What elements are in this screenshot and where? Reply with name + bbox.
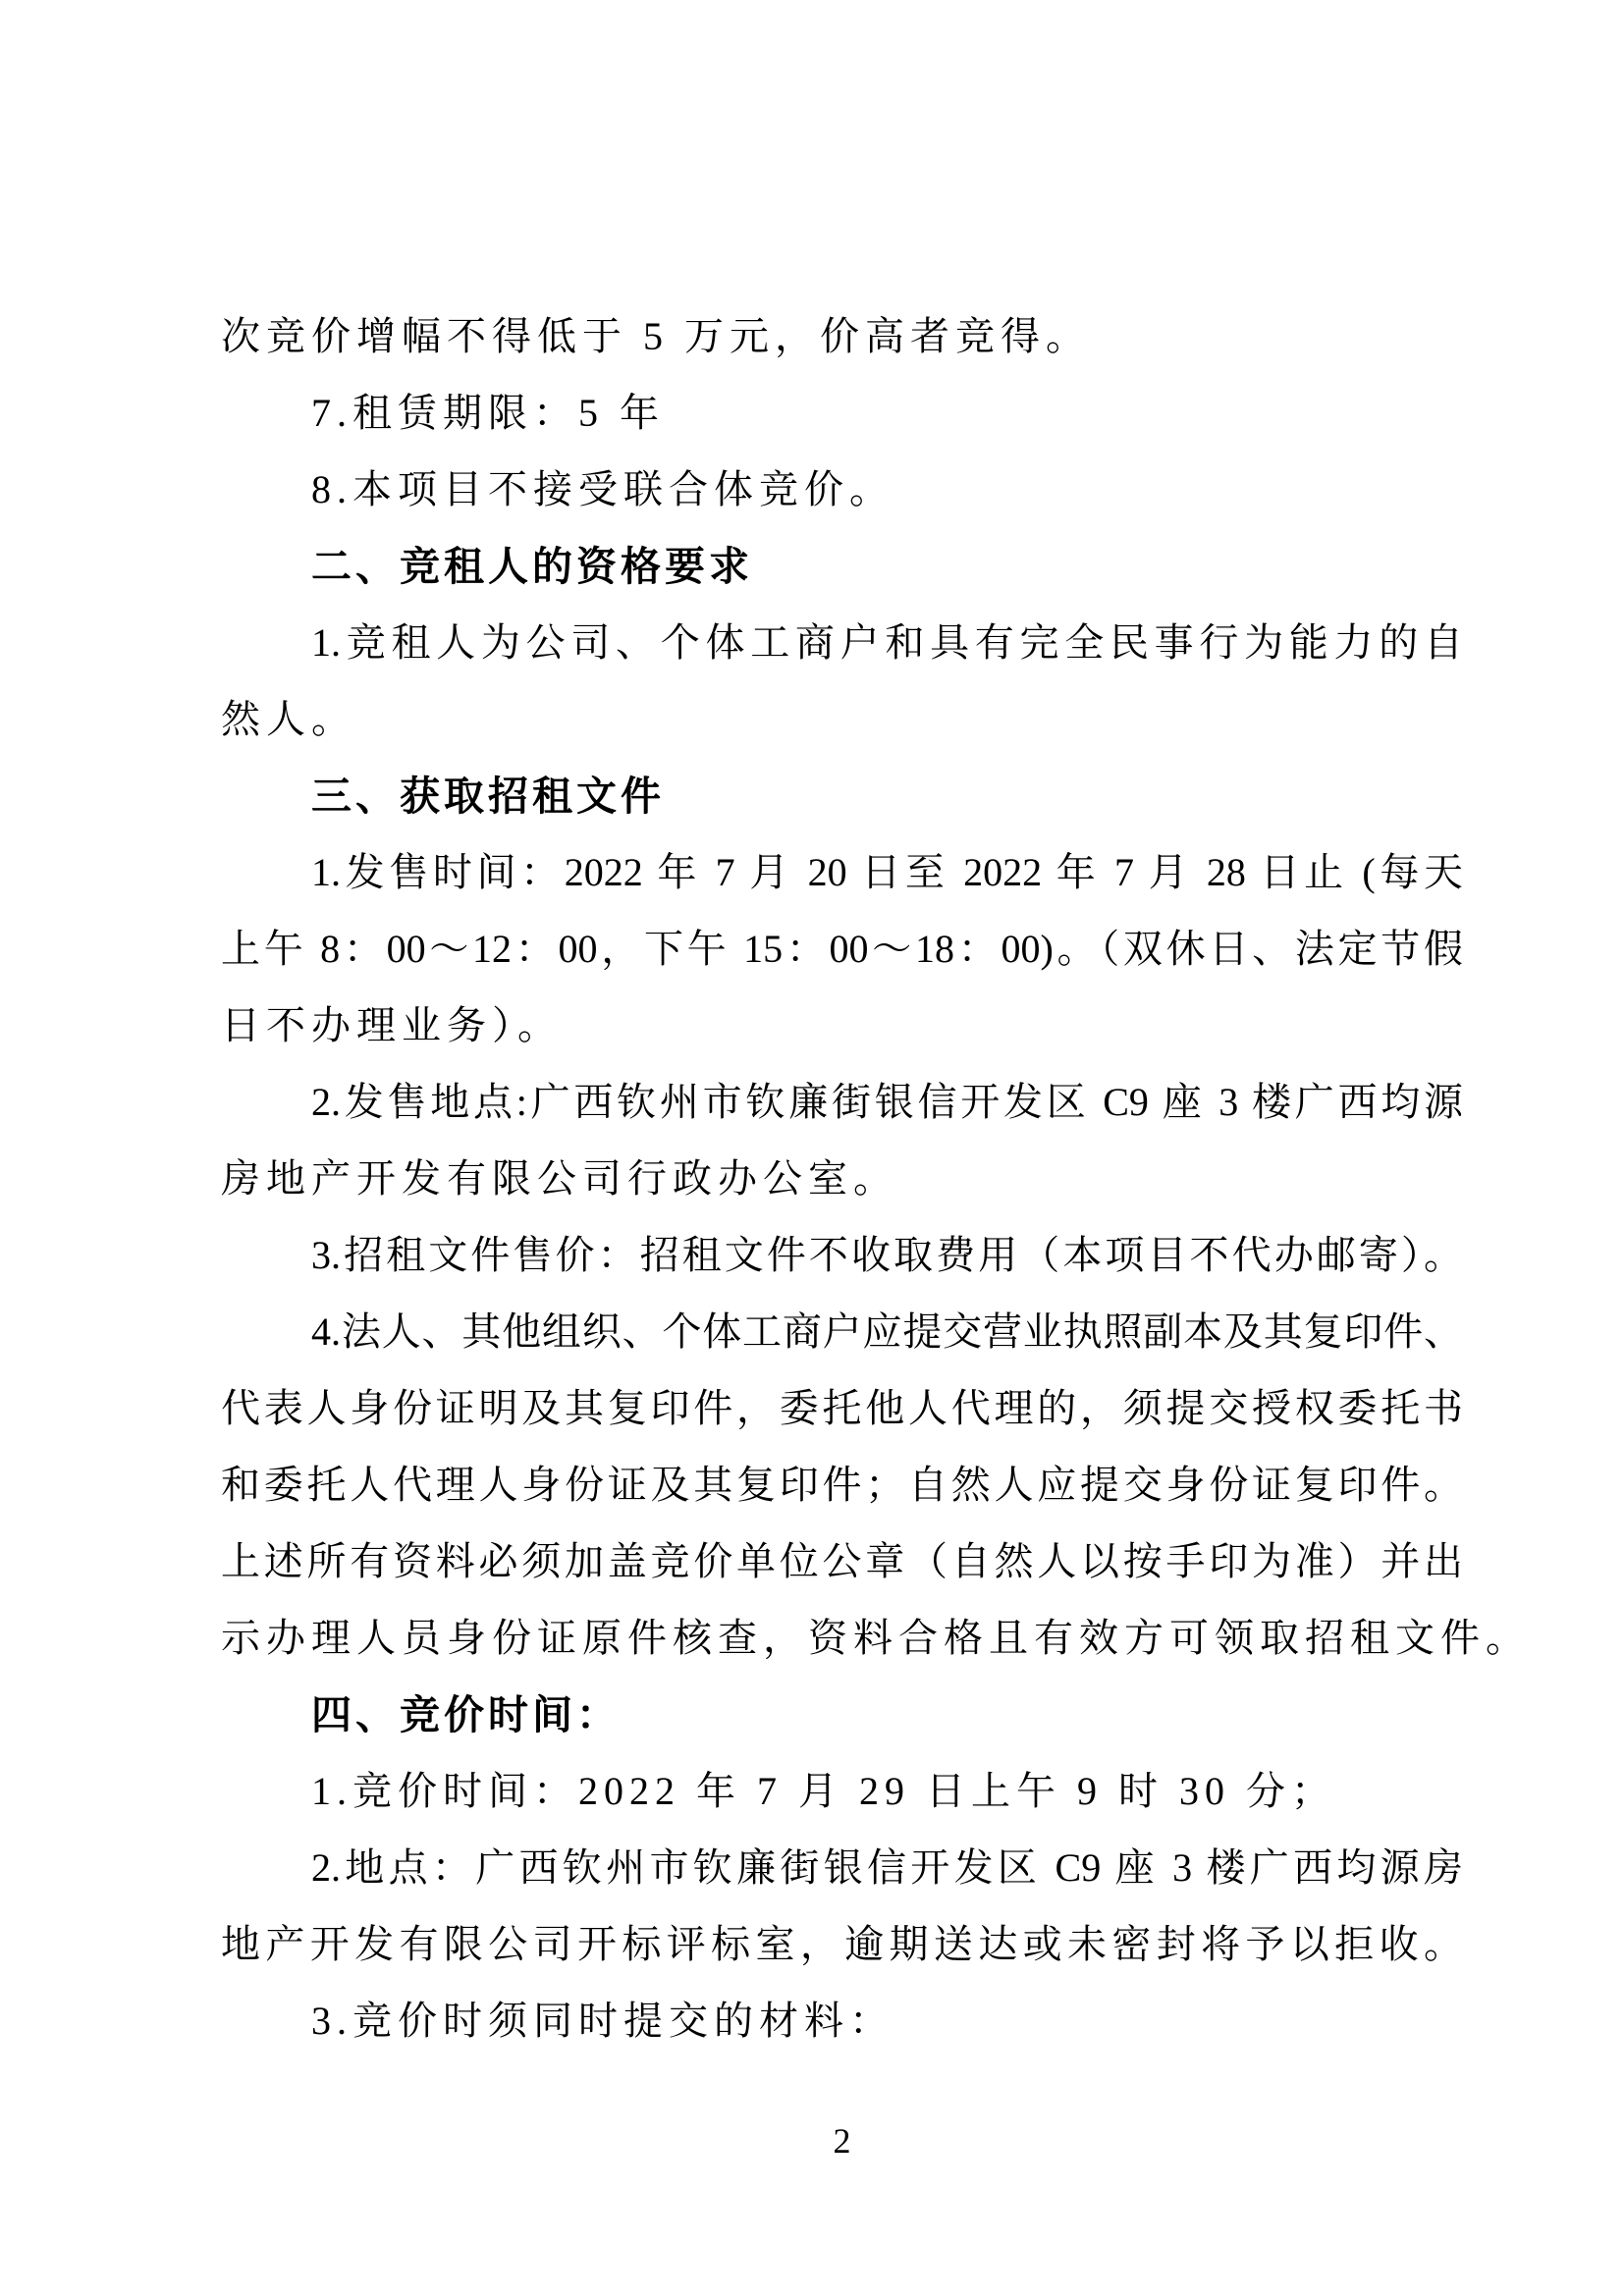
text-line: 示办理人员身份证原件核查，资料合格且有效方可领取招租文件。 — [221, 1616, 1531, 1660]
text-line: 3.竞价时须同时提交的材料： — [311, 1999, 894, 2043]
text-line: 3.招租文件售价：招租文件不收取费用（本项目不代办邮寄）。 — [311, 1233, 1463, 1277]
text-line: 和委托人代理人身份证及其复印件；自然人应提交身份证复印件。 — [221, 1463, 1463, 1507]
page-number: 2 — [833, 2121, 851, 2161]
document-body — [221, 298, 1531, 2059]
text-line: 1.发售时间：2022 年 7 月 20 日至 2022 年 7 月 28 日止 (每天 — [311, 850, 1463, 894]
text-line: 7.租赁期限：5 年 — [311, 391, 665, 435]
text-line: 代表人身份证明及其复印件，委托他人代理的，须提交授权委托书 — [221, 1386, 1463, 1430]
text-line: 2.发售地点:广西钦州市钦廉街银信开发区 C9 座 3 楼广西均源 — [311, 1080, 1463, 1124]
section-heading: 四、竞价时间： — [311, 1692, 621, 1737]
text-line: 4.法人、其他组织、个体工商户应提交营业执照副本及其复印件、 — [311, 1309, 1463, 1354]
text-line: 上午 8：00～12：00，下午 15：00～18：00)。（双休日、法定节假 — [221, 927, 1463, 971]
text-line: 1.竞租人为公司、个体工商户和具有完全民事行为能力的自 — [311, 620, 1463, 665]
text-line: 1.竞价时间：2022 年 7 月 29 日上午 9 时 30 分； — [311, 1769, 1336, 1813]
text-line: 房地产开发有限公司行政办公室。 — [221, 1156, 898, 1201]
text-line: 日不办理业务）。 — [221, 1003, 563, 1047]
text-line: 8.本项目不接受联合体竞价。 — [311, 467, 894, 511]
text-line: 然人。 — [221, 697, 356, 741]
section-heading: 三、获取招租文件 — [311, 774, 665, 819]
text-line: 2.地点：广西钦州市钦廉街银信开发区 C9 座 3 楼广西均源房 — [311, 1845, 1463, 1890]
text-line: 次竞价增幅不得低于 5 万元，价高者竞得。 — [221, 314, 1091, 358]
section-heading: 二、竞租人的资格要求 — [311, 544, 753, 589]
text-line: 上述所有资料必须加盖竞价单位公章（自然人以按手印为准）并出 — [221, 1539, 1463, 1583]
text-line: 地产开发有限公司开标评标室，逾期送达或未密封将予以拒收。 — [221, 1922, 1463, 1966]
